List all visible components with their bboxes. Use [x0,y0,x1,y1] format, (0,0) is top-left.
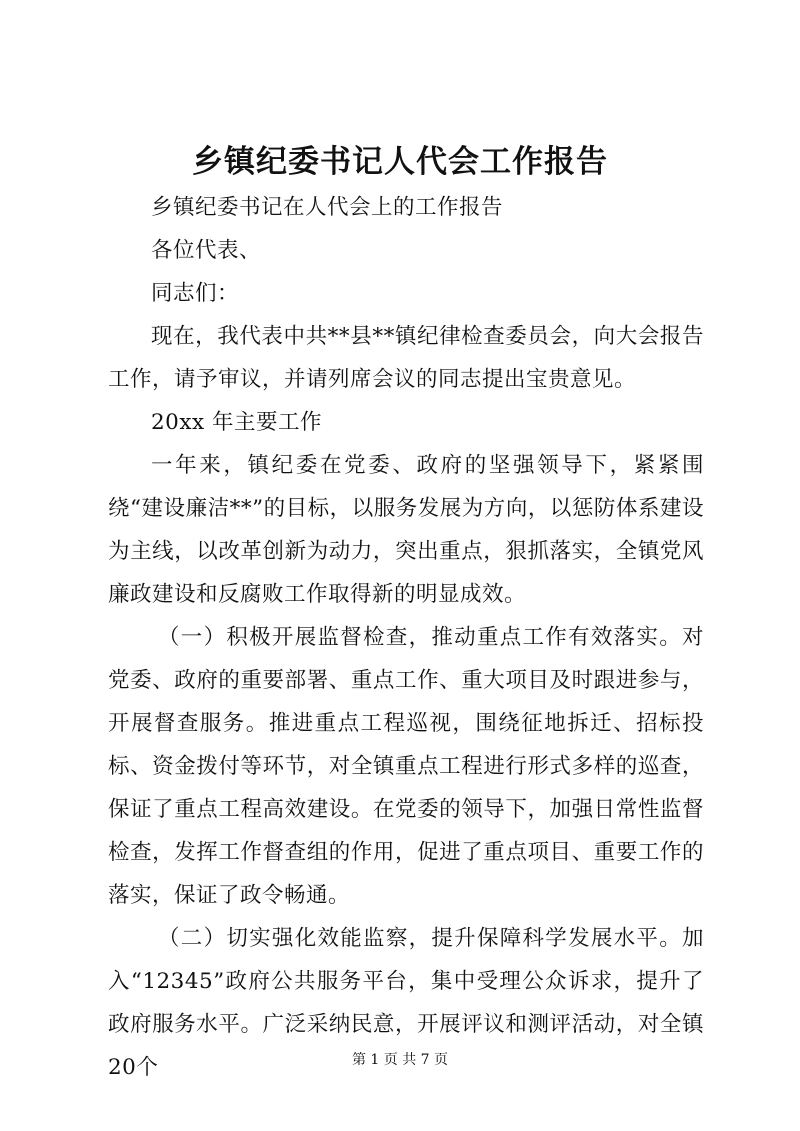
salutation-delegates: 各位代表、 [151,238,262,263]
document-body [108,186,704,1089]
page-number: 第 1 页 共 7 页 [351,1052,449,1068]
salutation-comrades: 同志们： [151,281,240,306]
document-title: 乡镇纪委书记人代会工作报告 [192,144,608,180]
section-heading: 20xx 年主要工作 [151,410,322,435]
section-two-paragraph: （二）切实强化效能监察，提升保障科学发展水平。加入“12345”政府公共服务平台，集中受理公众诉求，提升了政府服务水平。广泛采纳民意，开展评议和测评活动，对全镇20个 [108,926,704,1080]
subtitle-paragraph: 乡镇纪委书记在人代会上的工作报告 [151,195,504,220]
section-one-paragraph: （一）积极开展监督检查，推动重点工作有效落实。对党委、政府的重要部署、重点工作、重大项目及时跟进参与，开展督查服务。推进重点工程巡视，围绕征地拆迁、招标投标、资金拨付等环节，对全镇重点工程进行形式多样的巡查，保证了重点工程高效建设。在党委的领导下，加强日常性监督检查，发挥工作督查组的作用，促进了重点项目、重要工作的落实，保证了政令畅通。 [108,625,704,908]
summary-paragraph: 一年来，镇纪委在党委、政府的坚强领导下，紧紧围绕“建设廉洁**”的目标，以服务发展为方向，以惩防体系建设为主线，以改革创新为动力，突出重点，狠抓落实，全镇党风廉政建设和反腐败工作取得新的明显成效。 [108,453,704,607]
opening-paragraph: 现在，我代表中共**县**镇纪律检查委员会，向大会报告工作，请予审议，并请列席会议的同志提出宝贵意见。 [108,324,704,392]
